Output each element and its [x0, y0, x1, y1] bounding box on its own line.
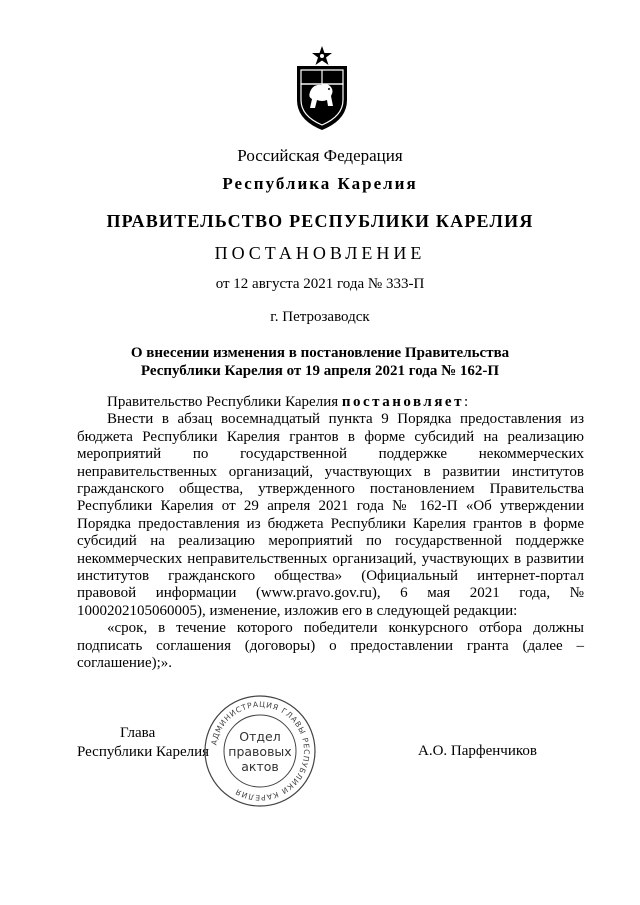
government-title: ПРАВИТЕЛЬСТВО РЕСПУБЛИКИ КАРЕЛИЯ [106, 211, 534, 231]
document-body [77, 394, 584, 673]
title-line-1: О внесении изменения в постановление Правительства [130, 345, 510, 361]
title-line-2: Республики Карелия от 19 апреля 2021 года № 162-П [140, 363, 500, 379]
intro-text: Правительство Республики Карелия [107, 394, 342, 410]
stamp-line-1: Отдел [239, 729, 281, 744]
intro-colon: : [463, 394, 469, 410]
stamp-ring-text: АДМИНИСТРАЦИЯ ГЛАВЫ РЕСПУБЛИКИ КАРЕЛИЯ [209, 699, 312, 803]
stamp-line-3: актов [241, 759, 279, 774]
republic-name: Республика Карелия [222, 174, 418, 193]
resolves-word: постановляет [341, 394, 464, 410]
signature-title [77, 724, 209, 762]
stamp-line-2: правовых [228, 744, 292, 759]
city: г. Петрозаводск [270, 309, 370, 325]
signatory-name: А.О. Парфенчиков [418, 743, 537, 759]
official-stamp [203, 694, 317, 808]
document-type: ПОСТАНОВЛЕНИЕ [214, 243, 426, 263]
signature-title-line-1: Глава [120, 725, 156, 741]
karelia-coat-of-arms-icon [293, 44, 351, 132]
signature-title-line-2: Республики Карелия [77, 744, 210, 760]
country-name: Российская Федерация [237, 146, 403, 165]
paragraph-2: «срок, в течение которого победители конкурсного отбора должны подписать соглашения (договоры) о предоставлении гранта (далее – соглашение);». [77, 620, 584, 672]
paragraph-1: Внести в абзац восемнадцатый пункта 9 Порядка предоставления из бюджета Республики Карелия грантов в форме субсидий на реализацию мероприятий по государственной поддержке некоммерческих неправительственных организаций, участвующих в развитии институтов гражданского общества, утвержденного постановлением Правительства Республики Карелия от 29 апреля 2021 года № 162-П «Об утверждении Порядка предоставления из бюджета Республики Карелия грантов в форме субсидий на реализацию мероприятий по государственной поддержке некоммерческих неправительственных организаций, участвующих в развитии институтов гражданского общества» (Официальный интернет-портал правовой информации (www.pravo.gov.ru), 6 мая 2021 года, № 1000202105060005), изменение, изложив его в следующей редакции: [77, 411, 584, 619]
date-number: от 12 августа 2021 года № 333-П [215, 276, 425, 292]
document-title [0, 344, 640, 380]
intro-paragraph [77, 394, 584, 411]
